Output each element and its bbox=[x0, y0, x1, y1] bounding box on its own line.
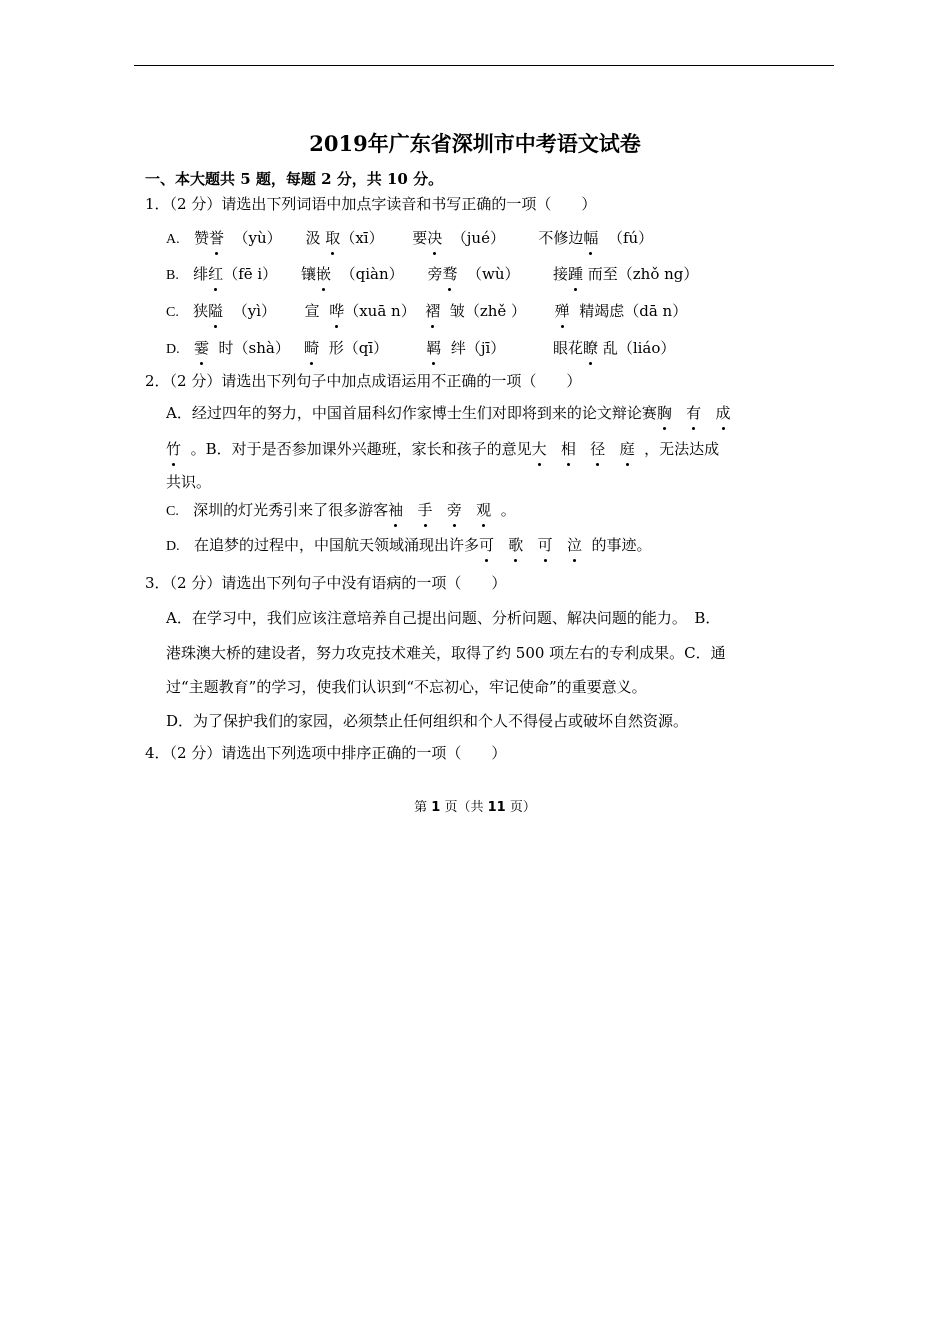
question-2-stem: 2．（2 分）请选出下列句子中加点成语运用不正确的一项（ ） bbox=[145, 372, 582, 390]
header-rule bbox=[134, 65, 834, 66]
q1-option-a: A. 赞誉 （yù） 汲 取（xī） 要决 （jué） 不修边幅 （fú） bbox=[166, 229, 654, 247]
section-heading: 一、本大题共 5 题，每题 2 分，共 10 分。 bbox=[145, 170, 444, 188]
q2-option-a-line2: 竹 。B．对于是否参加课外兴趣班，家长和孩子的意见大 相 径 庭 ，无法达成 bbox=[166, 440, 720, 458]
page-total: 11 bbox=[487, 800, 506, 815]
q3-line-4: D．为了保护我们的家园，必须禁止任何组织和个人不得侵占或破坏自然资源。 bbox=[166, 712, 689, 730]
q3-line-2: 港珠澳大桥的建设者，努力攻克技术难关，取得了约 500 项左右的专利成果。C．通 bbox=[166, 644, 726, 662]
q3-line-1: A．在学习中，我们应该注意培养自己提出问题、分析问题、解决问题的能力。 B． bbox=[166, 609, 721, 627]
page-number: 1 bbox=[431, 800, 441, 815]
page-footer: 第 1 页（共 11 页） bbox=[414, 800, 536, 815]
question-1-stem: 1．（2 分）请选出下列词语中加点字读音和书写正确的一项（ ） bbox=[145, 195, 597, 213]
q1-option-c: C. 狭隘 （yì） 宣 哗（xuā n） 褶 皱（zhě ） 殚 精竭虑（dā n） bbox=[166, 302, 688, 320]
q3-line-3: 过“主题教育”的学习，使我们认识到“不忘初心，牢记使命”的重要意义。 bbox=[166, 678, 647, 696]
q2-option-a-line3: 共识。 bbox=[166, 473, 212, 491]
q2-option-c: C. 深圳的灯光秀引来了很多游客袖 手 旁 观 。 bbox=[166, 501, 516, 519]
q1-option-d: D. 霎 时（shà） 畸 形（qī） 羁 绊（jī） 眼花瞭 乱（liáo） bbox=[166, 339, 676, 357]
q1-option-b: B. 绯红（fē i） 镶嵌 （qiàn） 旁骛 （wù） 接踵 而至（zhǒ ng） bbox=[166, 265, 699, 283]
question-3-stem: 3．（2 分）请选出下列句子中没有语病的一项（ ） bbox=[145, 574, 507, 592]
page-title: 2019年广东省深圳市中考语文试卷 bbox=[309, 131, 641, 156]
q2-option-d: D. 在追梦的过程中，中国航天领域涌现出许多可 歌 可 泣 的事迹。 bbox=[166, 536, 652, 554]
q2-option-a-line1: A．经过四年的努力，中国首届科幻作家博士生们对即将到来的论文辩论赛胸 有 成 bbox=[166, 404, 731, 422]
question-4-stem: 4．（2 分）请选出下列选项中排序正确的一项（ ） bbox=[145, 744, 507, 762]
